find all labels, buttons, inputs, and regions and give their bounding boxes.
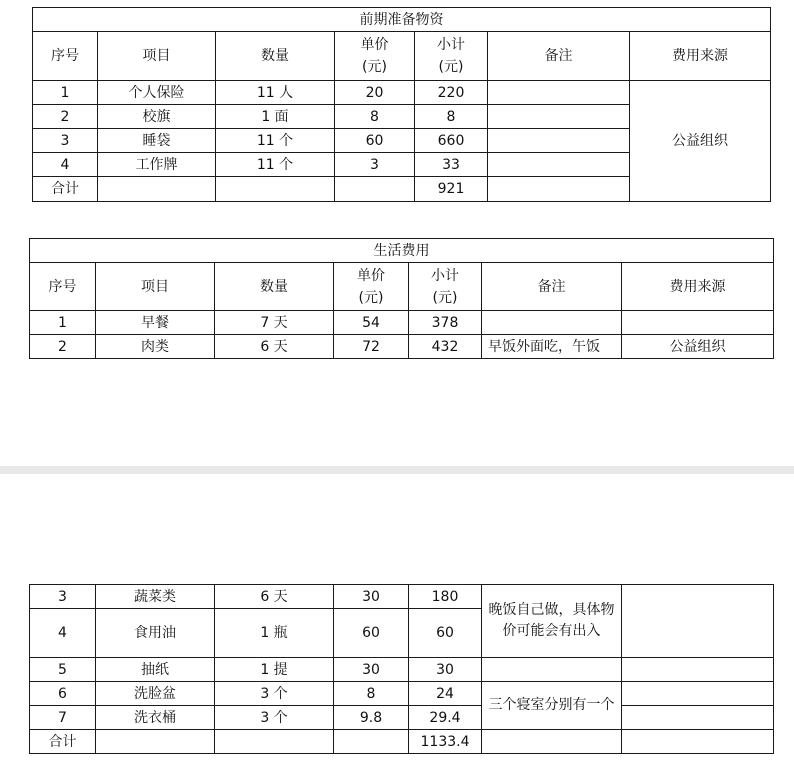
table-row — [30, 658, 774, 682]
cell-seq: 3 — [33, 129, 98, 153]
header-price: 单价 (元) — [334, 263, 409, 311]
cell-note — [488, 129, 630, 153]
cell-item: 工作牌 — [98, 153, 216, 177]
cell-item: 洗衣桶 — [96, 706, 215, 730]
cell-price: 30 — [334, 585, 409, 609]
prep-materials-table — [32, 7, 771, 202]
cell-empty — [96, 730, 215, 754]
header-subtotal: 小计 (元) — [415, 32, 488, 81]
cell-qty: 7 天 — [215, 311, 334, 335]
cell-note: 早饭外面吃，午饭 — [482, 335, 622, 359]
header-qty: 数量 — [215, 263, 334, 311]
cell-note — [488, 153, 630, 177]
page-2 — [0, 474, 794, 766]
cell-seq: 1 — [33, 81, 98, 105]
living-costs-table-continued — [29, 584, 774, 754]
cell-item: 校旗 — [98, 105, 216, 129]
cell-empty — [98, 177, 216, 202]
cell-note — [482, 311, 622, 335]
header-source: 费用来源 — [630, 32, 771, 81]
cell-qty: 1 面 — [216, 105, 335, 129]
cell-source — [622, 311, 774, 335]
header-note: 备注 — [482, 263, 622, 311]
cell-subtotal: 378 — [409, 311, 482, 335]
cell-price: 8 — [335, 105, 415, 129]
cell-seq: 2 — [33, 105, 98, 129]
cell-source-empty — [622, 585, 774, 658]
cell-price: 30 — [334, 658, 409, 682]
cell-qty: 11 个 — [216, 129, 335, 153]
header-note: 备注 — [488, 32, 630, 81]
cell-empty — [216, 177, 335, 202]
cell-price: 60 — [335, 129, 415, 153]
header-subtotal: 小计 (元) — [409, 263, 482, 311]
cell-price: 9.8 — [334, 706, 409, 730]
cell-source — [622, 682, 774, 706]
cell-price: 54 — [334, 311, 409, 335]
cell-source-merged: 公益组织 — [630, 81, 771, 202]
header-seq: 序号 — [30, 263, 96, 311]
cell-seq: 6 — [30, 682, 96, 706]
cell-subtotal: 30 — [409, 658, 482, 682]
cell-qty: 1 提 — [215, 658, 334, 682]
cell-seq: 7 — [30, 706, 96, 730]
table-row — [33, 81, 771, 105]
cell-subtotal: 33 — [415, 153, 488, 177]
cell-seq: 3 — [30, 585, 96, 609]
cell-seq: 4 — [30, 609, 96, 658]
cell-qty: 11 个 — [216, 153, 335, 177]
total-value: 921 — [415, 177, 488, 202]
cell-empty — [335, 177, 415, 202]
cell-subtotal: 660 — [415, 129, 488, 153]
total-label: 合计 — [33, 177, 98, 202]
cell-note — [488, 81, 630, 105]
header-item: 项目 — [98, 32, 216, 81]
cell-subtotal: 29.4 — [409, 706, 482, 730]
header-source: 费用来源 — [622, 263, 774, 311]
cell-subtotal: 8 — [415, 105, 488, 129]
cell-seq: 5 — [30, 658, 96, 682]
cell-item: 肉类 — [96, 335, 215, 359]
cell-subtotal: 24 — [409, 682, 482, 706]
cell-subtotal: 220 — [415, 81, 488, 105]
cell-qty: 3 个 — [215, 706, 334, 730]
cell-item: 抽纸 — [96, 658, 215, 682]
cell-item: 蔬菜类 — [96, 585, 215, 609]
cell-source — [622, 706, 774, 730]
cell-empty — [215, 730, 334, 754]
cell-subtotal: 60 — [409, 609, 482, 658]
cell-source: 公益组织 — [622, 335, 774, 359]
cell-note — [482, 658, 622, 682]
total-row — [30, 730, 774, 754]
cell-price: 8 — [334, 682, 409, 706]
header-qty: 数量 — [216, 32, 335, 81]
cell-item: 个人保险 — [98, 81, 216, 105]
cell-note-merged: 三个寝室分别有一个 — [482, 682, 622, 730]
cell-item: 早餐 — [96, 311, 215, 335]
table-row — [30, 585, 774, 609]
cell-subtotal: 180 — [409, 585, 482, 609]
header-item: 项目 — [96, 263, 215, 311]
table-title: 生活费用 — [30, 239, 774, 263]
cell-qty: 6 天 — [215, 335, 334, 359]
cell-empty — [334, 730, 409, 754]
living-costs-table — [29, 238, 774, 359]
cell-item: 食用油 — [96, 609, 215, 658]
cell-note-merged: 晚饭自己做，具体物价可能会有出入 — [482, 585, 622, 658]
table-title: 前期准备物资 — [33, 8, 771, 32]
cell-qty: 11 人 — [216, 81, 335, 105]
table-row — [30, 311, 774, 335]
total-value: 1133.4 — [409, 730, 482, 754]
cell-seq: 4 — [33, 153, 98, 177]
cell-subtotal: 432 — [409, 335, 482, 359]
cell-seq: 2 — [30, 335, 96, 359]
cell-empty — [488, 177, 630, 202]
header-seq: 序号 — [33, 32, 98, 81]
cell-item: 洗脸盆 — [96, 682, 215, 706]
cell-price: 60 — [334, 609, 409, 658]
cell-empty — [622, 730, 774, 754]
cell-seq: 1 — [30, 311, 96, 335]
cell-empty — [482, 730, 622, 754]
cell-price: 72 — [334, 335, 409, 359]
cell-qty: 1 瓶 — [215, 609, 334, 658]
total-label: 合计 — [30, 730, 96, 754]
cell-note — [488, 105, 630, 129]
cell-source — [622, 658, 774, 682]
table-row — [30, 682, 774, 706]
table-row — [30, 706, 774, 730]
cell-qty: 3 个 — [215, 682, 334, 706]
table-row — [30, 335, 774, 359]
page-break-divider — [0, 466, 794, 474]
cell-price: 3 — [335, 153, 415, 177]
cell-qty: 6 天 — [215, 585, 334, 609]
cell-item: 睡袋 — [98, 129, 216, 153]
header-price: 单价 (元) — [335, 32, 415, 81]
cell-price: 20 — [335, 81, 415, 105]
